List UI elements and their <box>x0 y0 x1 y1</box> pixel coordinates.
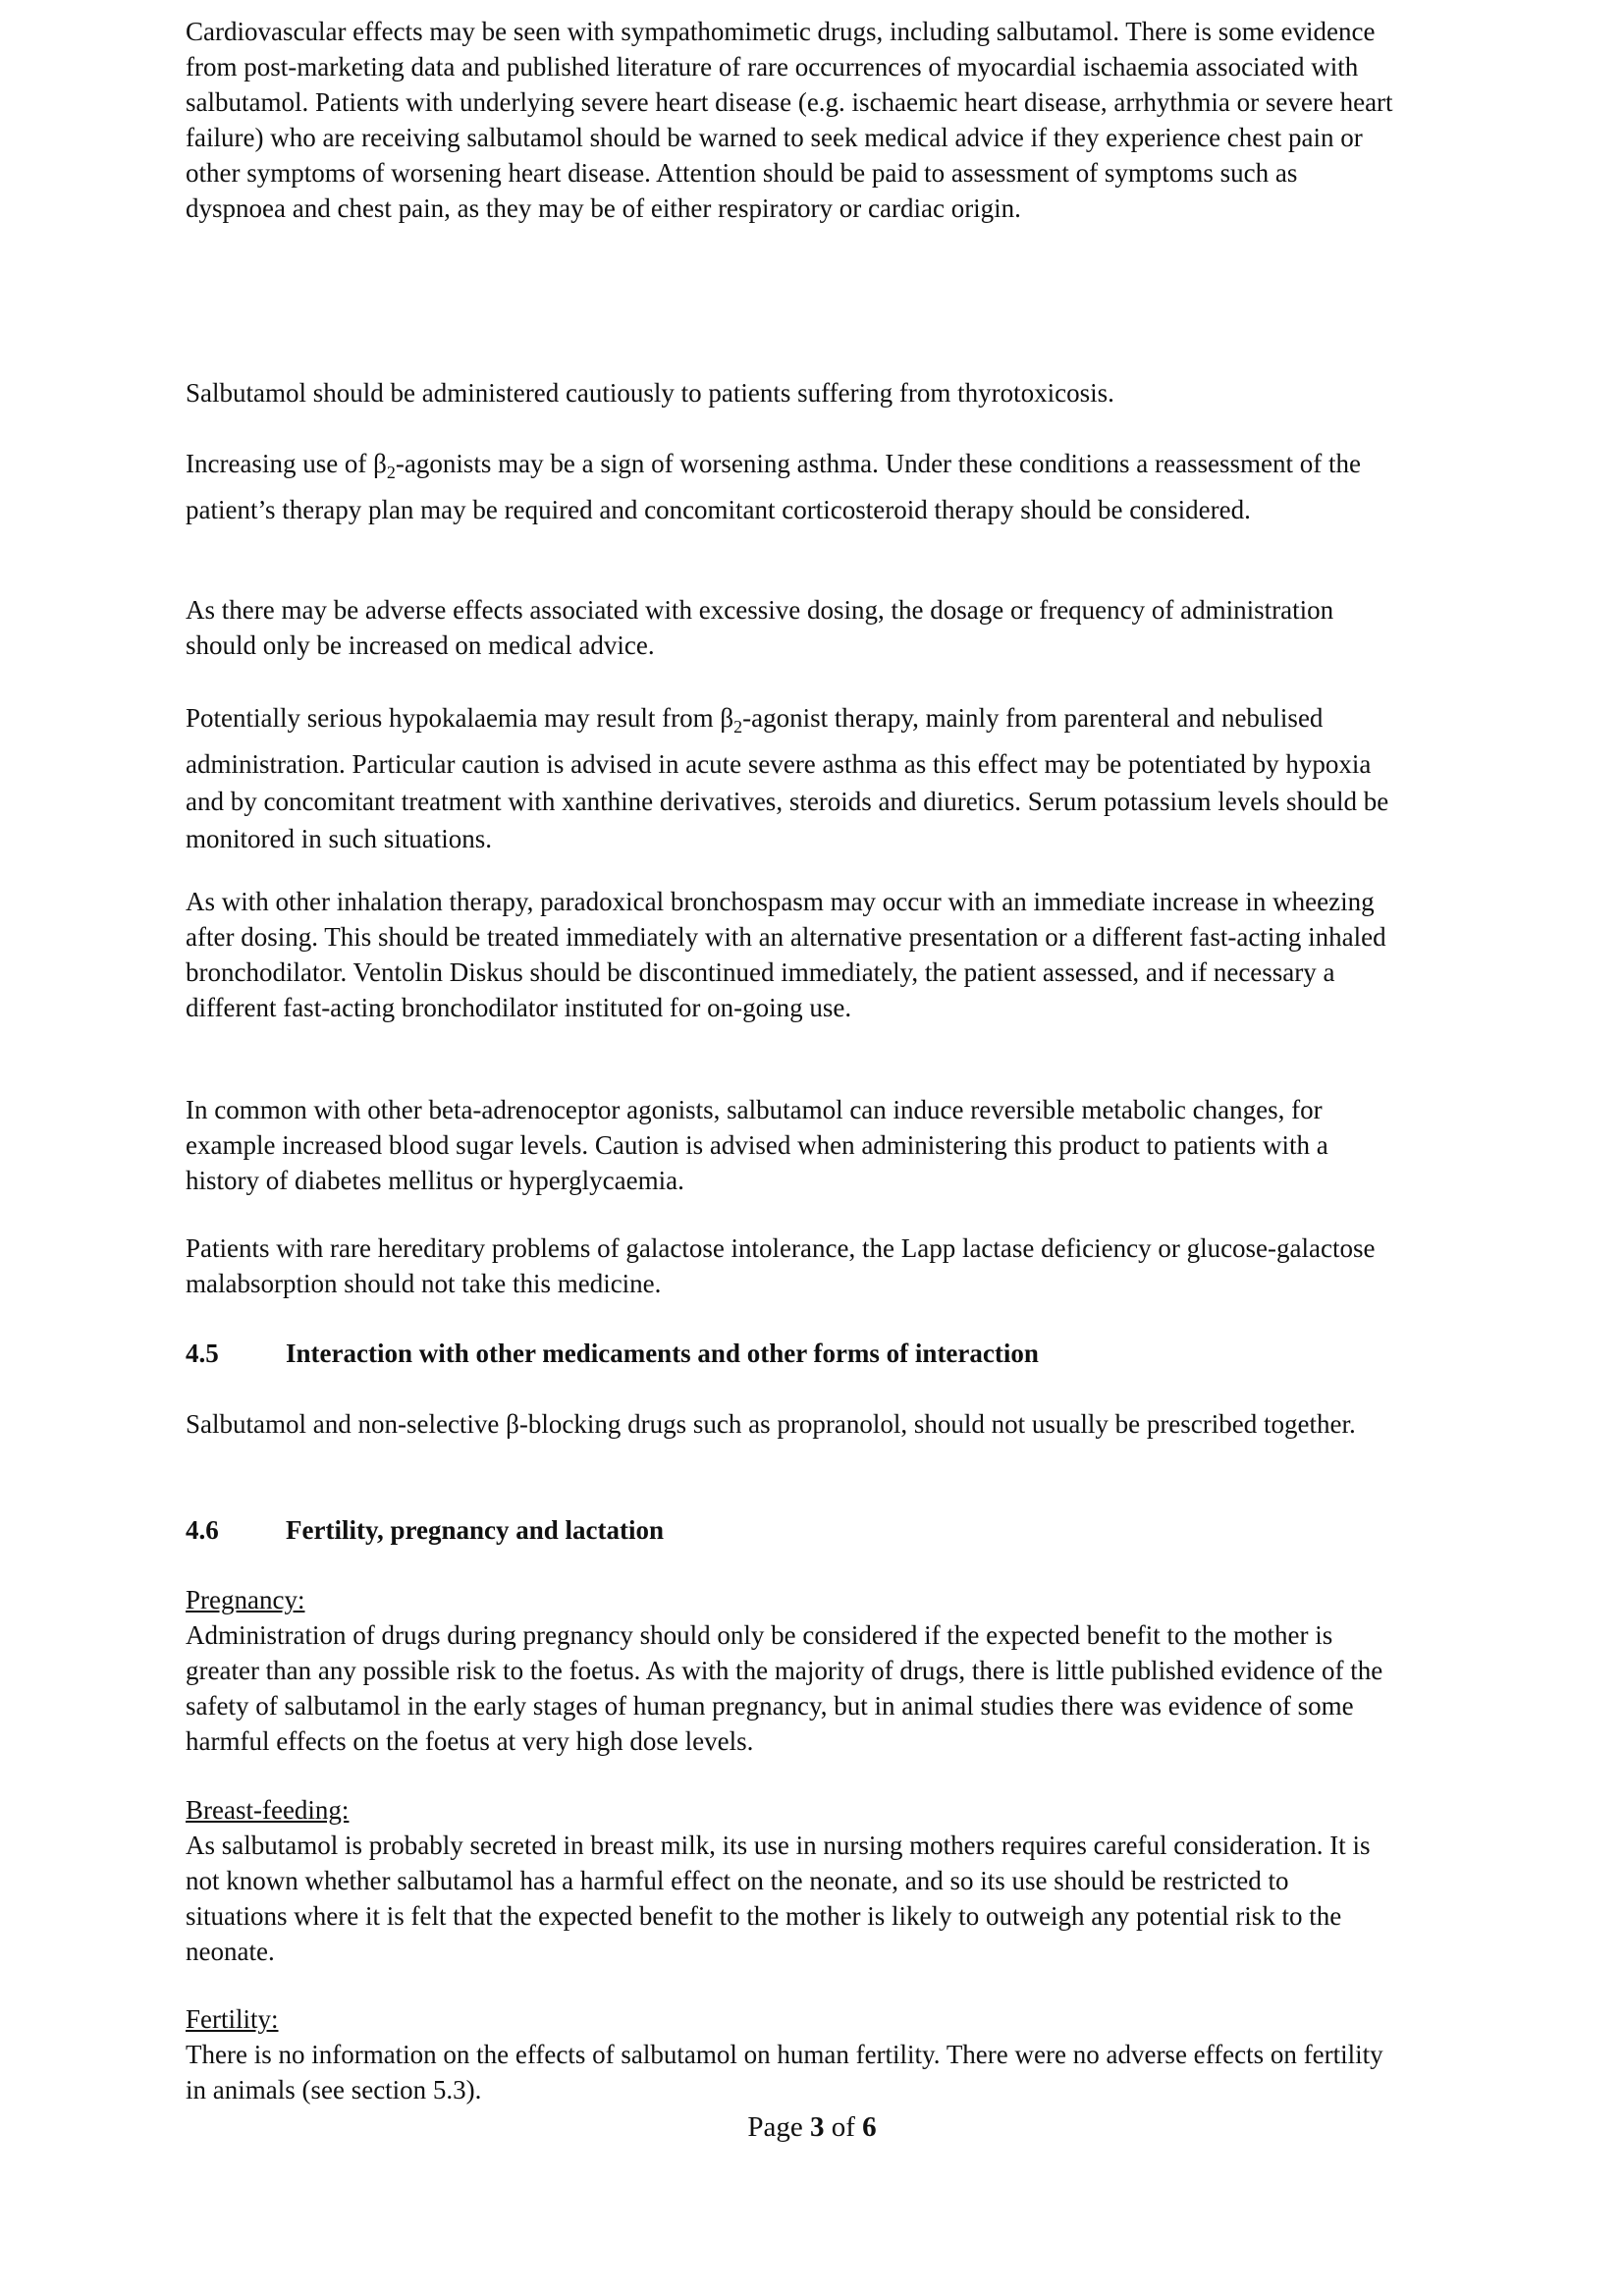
paragraph-galactose-intolerance: Patients with rare hereditary problems of galactose intolerance, the Lapp lactase deficiency or glucose-galactose malabsorption should not take this medicine. <box>186 1233 1376 1298</box>
paragraph-text: -agonist therapy, mainly from parenteral and nebulised administration. Particular caution is advised in acute severe asthma as this effect may be potentiated by hypoxia and by concomitant treatment with xanthine derivatives, steroids and diuretics. Serum potassium levels should be monitored in such situations. <box>186 703 1389 853</box>
paragraph-text: Increasing use of β <box>186 449 387 478</box>
paragraph-metabolic-changes: In common with other beta-adrenoceptor agonists, salbutamol can induce reversible metabolic changes, for example increased blood sugar levels. Caution is advised when administering this product to patients with a history of diabetes mellitus or hyperglycaemia. <box>186 1095 1328 1195</box>
paragraph-text: -agonists may be a sign of worsening asthma. Under these conditions a reassessment of the patient’s therapy plan may be required and concomitant corticosteroid therapy should be considered. <box>186 449 1361 524</box>
of-word: of <box>831 2111 855 2143</box>
breastfeeding-text: As salbutamol is probably secreted in breast milk, its use in nursing mothers requires careful consideration. It is not known whether salbutamol has a harmful effect on the neonate, and so its use should be restricted to situations where it is felt that the expected benefit to the mother is likely to outweigh any potential risk to the neonate. <box>186 1831 1371 1966</box>
pregnancy-text: Administration of drugs during pregnancy should only be considered if the expected benefit to the mother is greater than any possible risk to the foetus. As with the majority of drugs, there is little published evidence of the safety of salbutamol in the early stages of human pregnancy, but in animal studies there was evidence of some harmful effects on the foetus at very high dose levels. <box>186 1620 1383 1756</box>
section-title: Interaction with other medicaments and other forms of interaction <box>286 1339 1039 1368</box>
section-heading-4-6 <box>186 1512 664 1548</box>
fertility-text: There is no information on the effects of salbutamol on human fertility. There were no adverse effects on fertility in animals (see section 5.3). <box>186 2040 1383 2105</box>
paragraph-paradoxical-bronchospasm: As with other inhalation therapy, paradoxical bronchospasm may occur with an immediate increase in wheezing after dosing. This should be treated immediately with an alternative presentation or a different fast-acting inhaled bronchodilator. Ventolin Diskus should be discontinued immediately, the patient assessed, and if necessary a different fast-acting bronchodilator instituted for on-going use. <box>186 887 1386 1022</box>
paragraph-cardiovascular-effects: Cardiovascular effects may be seen with sympathomimetic drugs, including salbutamol. There is some evidence from post-marketing data and published literature of rare occurrences of myocardial ischaemia associated with salbutamol. Patients with underlying severe heart disease (e.g. ischaemic heart disease, arrhythmia or severe heart failure) who are receiving salbutamol should be warned to seek medical advice if they experience chest pain or other symptoms of worsening heart disease. Attention should be paid to assessment of symptoms such as dyspnoea and chest pain, as they may be of either respiratory or cardiac origin. <box>186 17 1393 223</box>
page-current: 3 <box>809 2111 825 2143</box>
paragraph-text: Potentially serious hypokalaemia may result from β <box>186 703 734 733</box>
paragraph-increasing-use <box>186 445 1393 528</box>
fertility-label: Fertility: <box>186 2004 279 2034</box>
section-number: 4.5 <box>186 1339 219 1368</box>
page-word: Page <box>747 2111 803 2143</box>
subscript: 2 <box>733 717 743 737</box>
paragraph-excessive-dosing: As there may be adverse effects associated with excessive dosing, the dosage or frequency of administration should only be increased on medical advice. <box>186 595 1334 660</box>
section-heading-4-5 <box>186 1336 1039 1371</box>
paragraph-interaction: Salbutamol and non-selective β-blocking drugs such as propranolol, should not usually be prescribed together. <box>186 1409 1356 1439</box>
page-total: 6 <box>862 2111 877 2143</box>
breastfeeding-label: Breast-feeding: <box>186 1795 350 1825</box>
section-number: 4.6 <box>186 1515 219 1545</box>
subscript: 2 <box>386 463 396 482</box>
pregnancy-label: Pregnancy: <box>186 1585 305 1614</box>
page-footer <box>0 2109 1624 2145</box>
breastfeeding-block <box>186 1792 1393 1969</box>
fertility-block <box>186 2001 1393 2107</box>
section-title: Fertility, pregnancy and lactation <box>286 1515 664 1545</box>
paragraph-hypokalaemia <box>186 699 1393 857</box>
pregnancy-block <box>186 1582 1393 1759</box>
paragraph-thyrotoxicosis: Salbutamol should be administered cautiously to patients suffering from thyrotoxicosis. <box>186 378 1114 408</box>
